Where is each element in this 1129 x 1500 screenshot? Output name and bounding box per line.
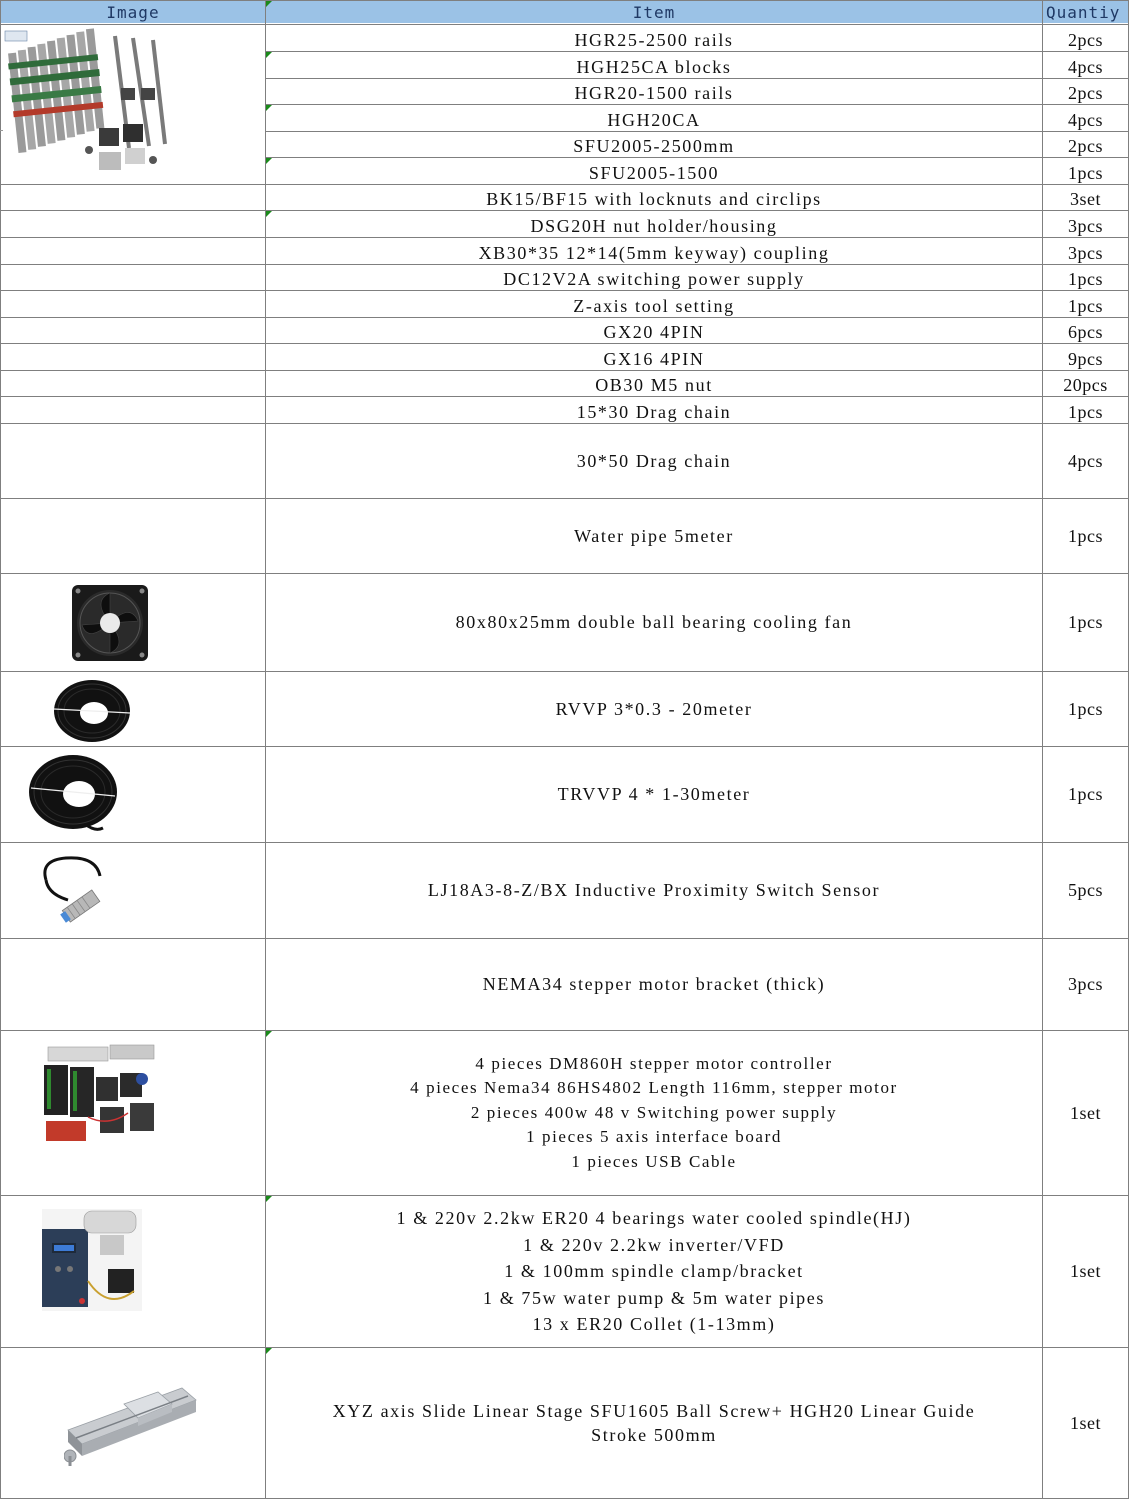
item-cell: 15*30 Drag chain: [576, 401, 732, 422]
grid-line: [0, 24, 1128, 25]
qty-cell: 1pcs: [1068, 784, 1103, 805]
qty-cell: 20pcs: [1063, 374, 1108, 395]
item-line: Stroke 500mm: [591, 1425, 717, 1445]
cooling-fan-image: [70, 583, 150, 663]
qty-cell: 3pcs: [1068, 215, 1103, 236]
item-line: 1 pieces USB Cable: [571, 1151, 737, 1171]
item-line: XYZ axis Slide Linear Stage SFU1605 Ball Screw+ HGH20 Linear Guide: [332, 1400, 976, 1421]
linear-rail-kit-image: [3, 28, 185, 176]
item-cell: HGH25CA blocks: [576, 56, 732, 77]
qty-cell: 4pcs: [1068, 56, 1103, 77]
item-line: 2 pieces 400w 48 v Switching power supply: [470, 1102, 838, 1122]
item-cell: OB30 M5 nut: [595, 374, 713, 395]
header-quantity: Quantiy: [1043, 1, 1128, 23]
item-cell: 80x80x25mm double ball bearing cooling fan: [455, 612, 853, 633]
item-cell-multiline: [266, 1348, 1042, 1498]
item-cell: GX20 4PIN: [603, 321, 705, 342]
header-image: Image: [1, 1, 265, 23]
cable-coil-image: [48, 675, 136, 745]
grid-line: [0, 0, 1128, 1]
item-cell: Z-axis tool setting: [573, 295, 735, 316]
item-cell: SFU2005-1500: [588, 162, 720, 183]
item-cell: BK15/BF15 with locknuts and circlips: [486, 188, 822, 209]
item-cell: TRVVP 4 * 1-30meter: [557, 784, 751, 805]
item-line: 1 pieces 5 axis interface board: [526, 1127, 782, 1147]
qty-cell: 2pcs: [1068, 29, 1103, 50]
header-item: Item: [266, 1, 1042, 23]
item-cell-multiline: [266, 1031, 1042, 1195]
qty-cell: 3pcs: [1068, 974, 1103, 995]
linear-stage-image: [64, 1382, 200, 1468]
qty-cell: 1set: [1070, 1102, 1101, 1123]
item-cell: NEMA34 stepper motor bracket (thick): [482, 974, 826, 995]
item-line: 1 & 100mm spindle clamp/bracket: [504, 1261, 804, 1282]
item-cell: DSG20H nut holder/housing: [530, 215, 778, 236]
grid-line: [0, 1498, 1128, 1499]
qty-cell: 3set: [1070, 188, 1101, 209]
qty-cell: 1set: [1070, 1412, 1101, 1433]
item-line: 4 pieces DM860H stepper motor controller: [475, 1053, 833, 1073]
item-line: 4 pieces Nema34 86HS4802 Length 116mm, stepper motor: [410, 1078, 898, 1098]
grid-line: [0, 0, 1, 1499]
item-cell: Water pipe 5meter: [574, 525, 734, 546]
qty-cell: 1pcs: [1068, 612, 1103, 633]
qty-cell: 1pcs: [1068, 698, 1103, 719]
item-cell: DC12V2A switching power supply: [503, 268, 805, 289]
brand-logo-icon: [5, 31, 27, 41]
item-cell: 30*50 Drag chain: [576, 450, 732, 471]
qty-cell: 1pcs: [1068, 295, 1103, 316]
item-cell: GX16 4PIN: [603, 348, 705, 369]
qty-cell: 1set: [1070, 1261, 1101, 1282]
item-cell: HGH20CA: [607, 109, 701, 130]
qty-cell: 2pcs: [1068, 82, 1103, 103]
item-cell: RVVP 3*0.3 - 20meter: [555, 698, 753, 719]
item-line: 1 & 220v 2.2kw inverter/VFD: [523, 1234, 785, 1255]
qty-cell: 3pcs: [1068, 242, 1103, 263]
qty-cell: 5pcs: [1068, 880, 1103, 901]
qty-cell: 1pcs: [1068, 401, 1103, 422]
qty-cell: 1pcs: [1068, 525, 1103, 546]
qty-cell: 1pcs: [1068, 268, 1103, 289]
item-cell: HGR20-1500 rails: [574, 82, 734, 103]
grid-line: [0, 130, 3, 131]
item-line: 13 x ER20 Collet (1-13mm): [532, 1314, 776, 1335]
item-cell: HGR25-2500 rails: [574, 29, 734, 50]
qty-cell: 1pcs: [1068, 162, 1103, 183]
qty-cell: 4pcs: [1068, 109, 1103, 130]
item-line: 1 & 220v 2.2kw ER20 4 bearings water cooled spindle(HJ): [396, 1208, 912, 1229]
item-cell: SFU2005-2500mm: [573, 135, 735, 156]
stepper-motor-kit-image: [38, 1037, 160, 1147]
qty-cell: 6pcs: [1068, 321, 1103, 342]
cell-marker: [266, 1, 272, 7]
item-cell: LJ18A3-8-Z/BX Inductive Proximity Switch Sensor: [427, 880, 881, 901]
item-cell: XB30*35 12*14(5mm keyway) coupling: [478, 242, 830, 263]
qty-cell: 2pcs: [1068, 135, 1103, 156]
qty-cell: 9pcs: [1068, 348, 1103, 369]
item-cell-multiline: [266, 1196, 1042, 1347]
proximity-sensor-image: [38, 850, 118, 928]
qty-cell: 4pcs: [1068, 450, 1103, 471]
item-line: 1 & 75w water pump & 5m water pipes: [483, 1287, 825, 1308]
cable-coil-image: [25, 752, 121, 834]
spindle-kit-image: [42, 1209, 142, 1311]
